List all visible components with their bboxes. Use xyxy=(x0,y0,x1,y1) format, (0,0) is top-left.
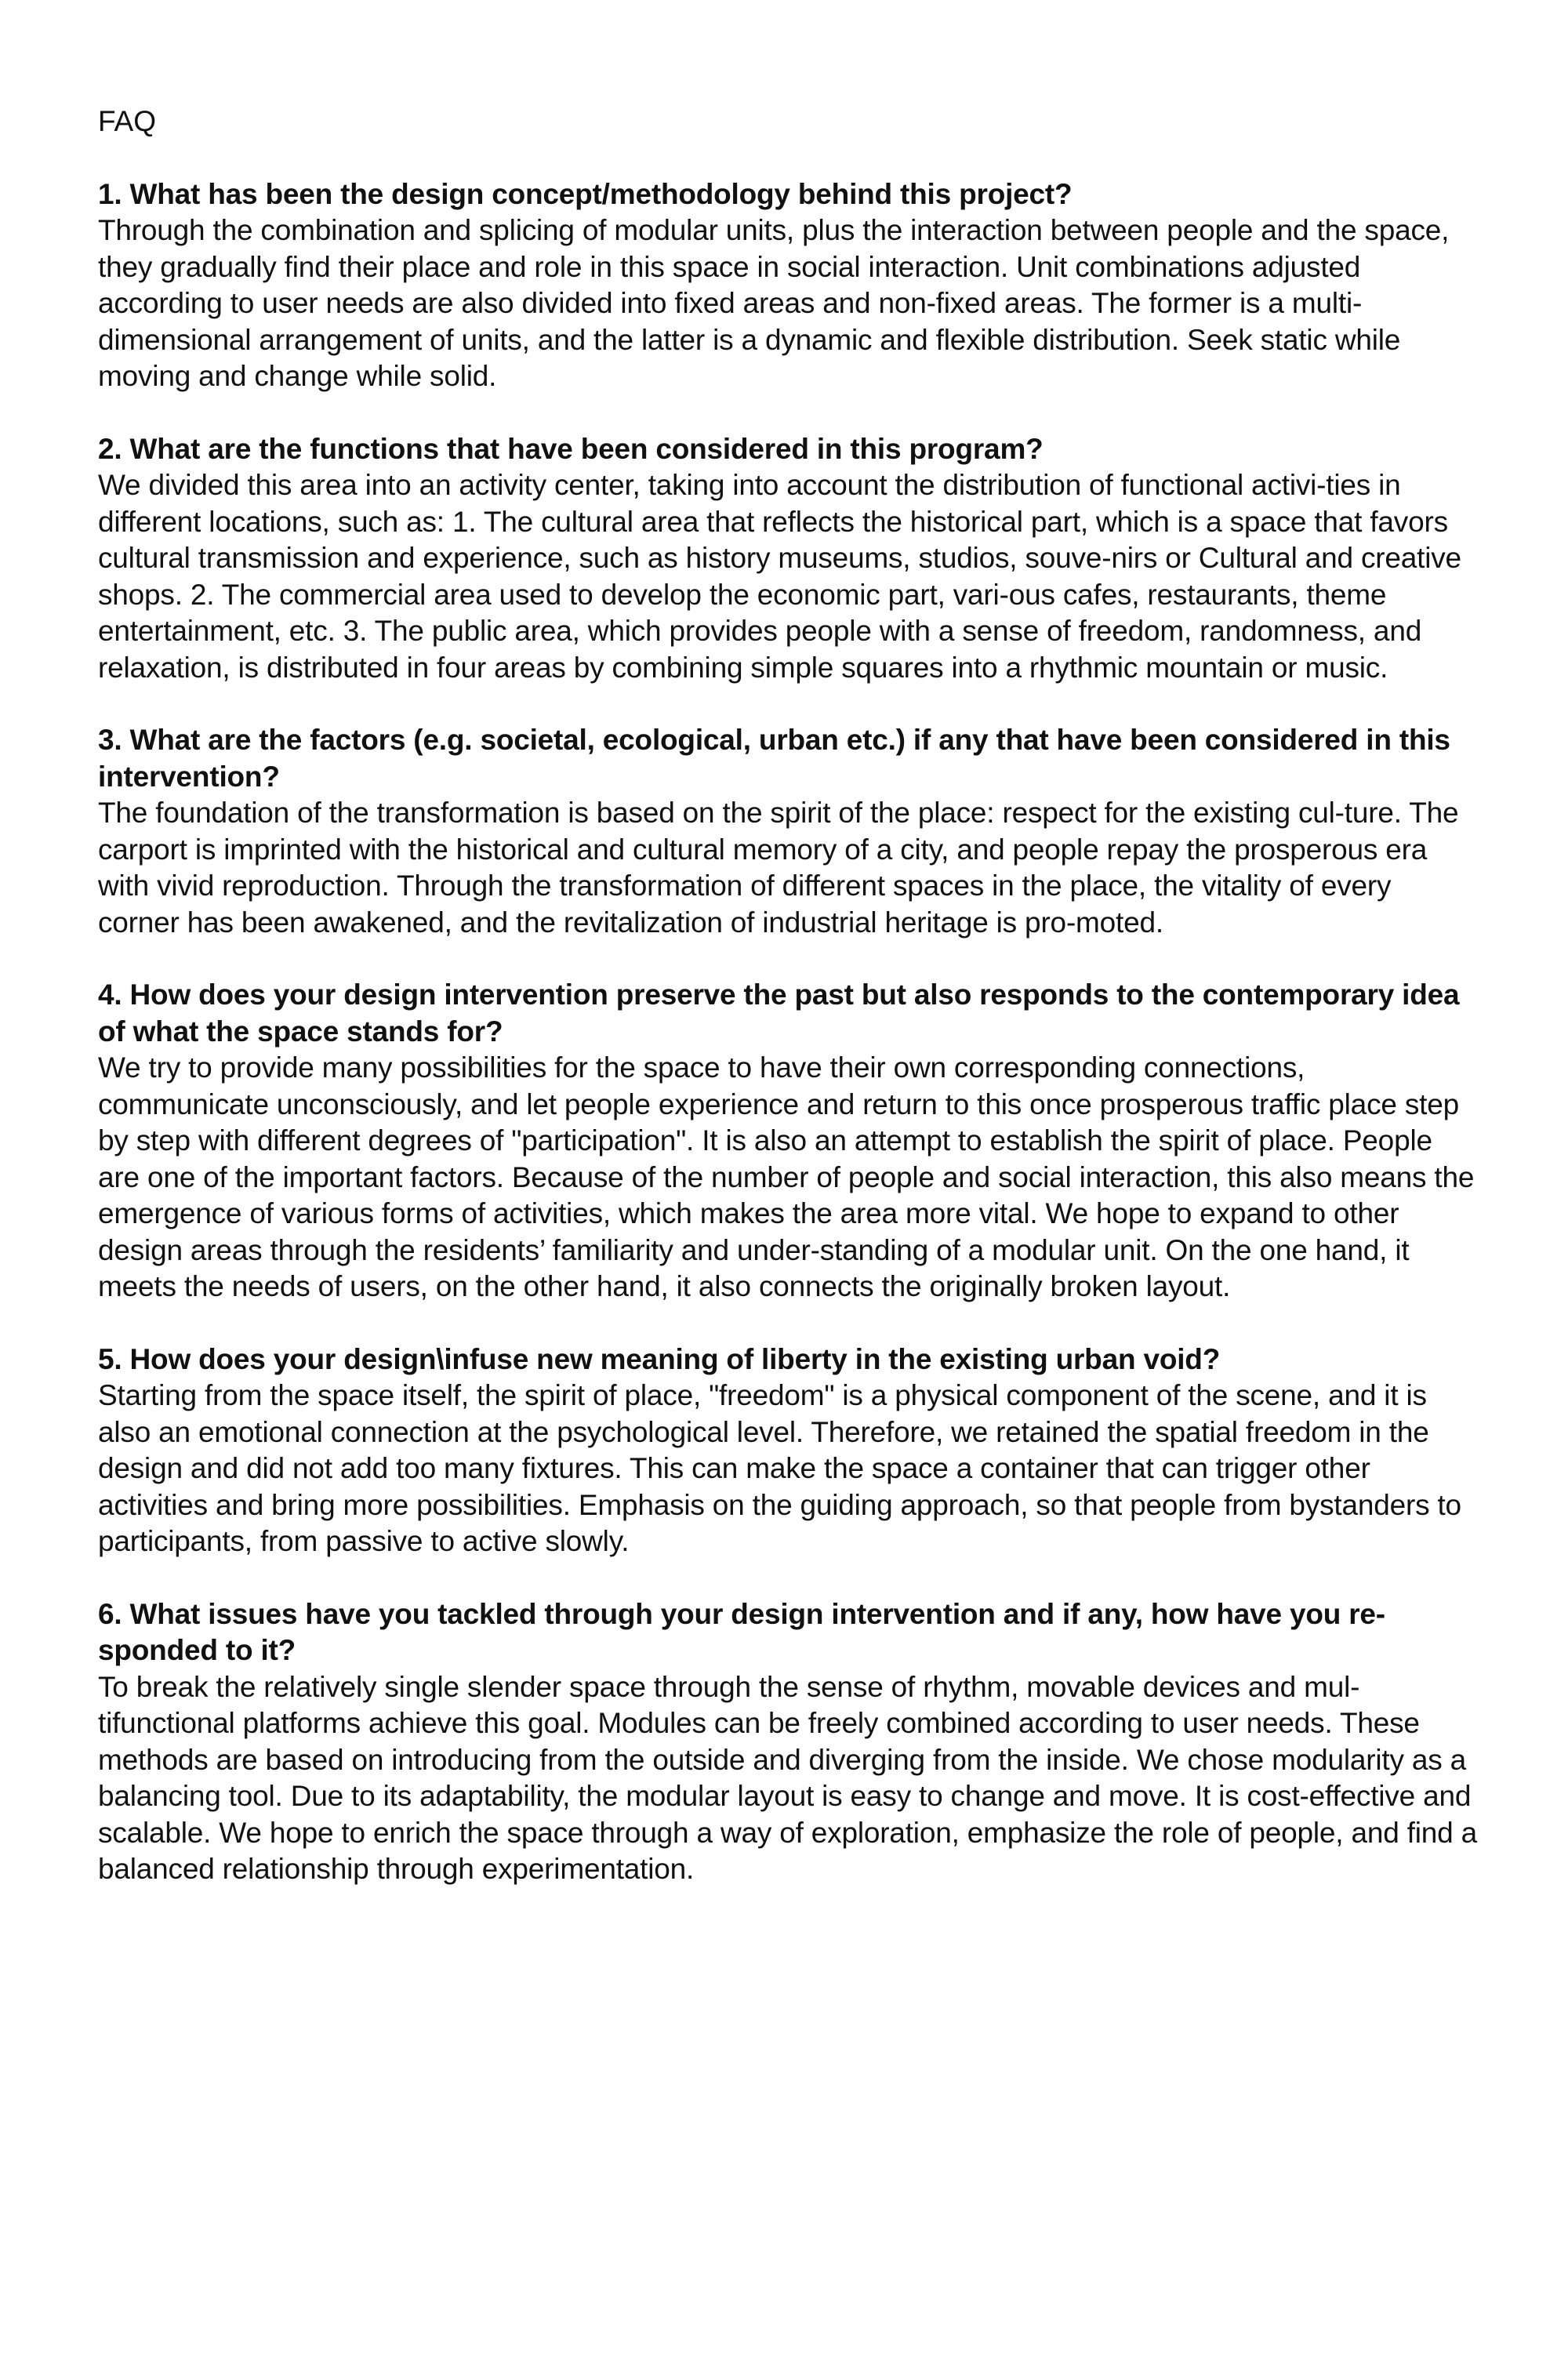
page-title: FAQ xyxy=(98,105,157,137)
faq-answer: Starting from the space itself, the spirit of place, "freedom" is a physical component of the scene, and it is also an emotional connection at the psychological level. Therefore, we retained the spatial freedom in the design and did not add too many fixtures. This can make the space a container that can trigger other activities and bring more possibilities. Emphasis on the guiding approach, so that people from bystanders to participants, from passive to active slowly. xyxy=(98,1379,1461,1557)
faq-question: 4. How does your design intervention preserve the past but also responds to the contemporary idea of what the space stands for? xyxy=(98,979,1460,1048)
faq-question: 5. How does your design\infuse new meaning of liberty in the existing urban void? xyxy=(98,1342,1221,1375)
faq-question: 1. What has been the design concept/methodology behind this project? xyxy=(98,177,1073,210)
faq-question: 6. What issues have you tackled through your design intervention and if any, how have you re-sponded to it? xyxy=(98,1597,1385,1666)
faq-answer: We try to provide many possibilities for the space to have their own corresponding connections, communicate unconsciously, and let people experience and return to this once prosperous traffic place step by step with different degrees of "participation". It is also an attempt to establish the spirit of place. People are one of the important factors. Because of the number of people and social interaction, this also means the emergence of various forms of activities, which makes the area more vital. We hope to expand to other design areas through the residents’ familiarity and under-standing of a modular unit. On the one hand, it meets the needs of users, on the other hand, it also connects the originally broken layout. xyxy=(98,1051,1475,1302)
faq-item-1 xyxy=(98,176,1479,395)
faq-question: 2. What are the functions that have been considered in this program? xyxy=(98,432,1044,465)
faq-question: 3. What are the factors (e.g. societal, ecological, urban etc.) if any that have been considered in this intervention? xyxy=(98,724,1450,793)
faq-item-6 xyxy=(98,1596,1479,1888)
faq-item-5 xyxy=(98,1342,1479,1560)
faq-answer: The foundation of the transformation is based on the spirit of the place: respect for the existing cul-ture. The carport is imprinted with the historical and cultural memory of a city, and people repay the prosperous era with vivid reproduction. Through the transformation of different spaces in the place, the vitality of every corner has been awakened, and the revitalization of industrial heritage is pro-moted. xyxy=(98,797,1459,939)
faq-answer: Through the combination and splicing of modular units, plus the interaction between people and the space, they gradually find their place and role in this space in social interaction. Unit combinations adjusted according to user needs are also divided into fixed areas and non-fixed areas. The former is a multi-dimensional arrangement of units, and the latter is a dynamic and flexible distribution. Seek static while moving and change while solid. xyxy=(98,214,1450,392)
faq-answer: To break the relatively single slender space through the sense of rhythm, movable devices and mul-tifunctional platforms achieve this goal. Modules can be freely combined according to user needs. These methods are based on introducing from the outside and diverging from the inside. We chose modularity as a balancing tool. Due to its adaptability, the modular layout is easy to change and move. It is cost-effective and scalable. We hope to enrich the space through a way of exploration, emphasize the role of people, and find a balanced relationship through experimentation. xyxy=(98,1670,1477,1885)
faq-item-2 xyxy=(98,431,1479,687)
faq-item-3 xyxy=(98,722,1479,941)
faq-item-4 xyxy=(98,977,1479,1305)
document-page xyxy=(98,103,1479,1924)
faq-answer: We divided this area into an activity center, taking into account the distribution of functional activi-ties in different locations, such as: 1. The cultural area that reflects the historical part, which is a space that favors cultural transmission and experience, such as history museums, studios, souve-nirs or Cultural and creative shops. 2. The commercial area used to develop the economic part, vari-ous cafes, restaurants, theme entertainment, etc. 3. The public area, which provides people with a sense of freedom, randomness, and relaxation, is distributed in four areas by combining simple squares into a rhythmic mountain or music. xyxy=(98,469,1461,684)
